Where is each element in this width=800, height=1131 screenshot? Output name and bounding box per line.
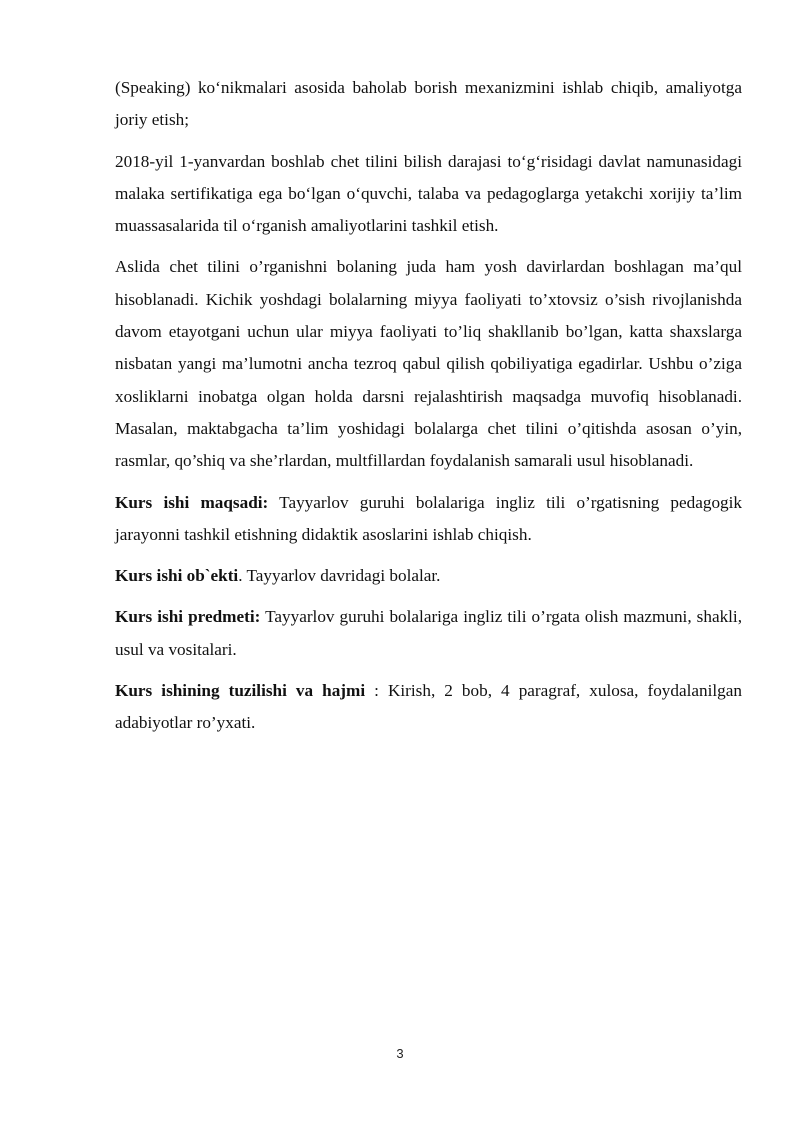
paragraph-course-subject (115, 601, 742, 666)
paragraph-course-object (115, 560, 742, 592)
paragraph-text: (Speaking) ko‘nikmalari asosida baholab borish mexanizmini ishlab chiqib, amaliyotga joriy etish; (115, 78, 742, 130)
page-number: 3 (396, 1046, 404, 1061)
paragraph-course-goal (115, 487, 742, 552)
paragraph-early-learning (115, 251, 742, 477)
course-object-heading: Kurs ishi ob`ekti (115, 566, 239, 586)
course-structure-heading: Kurs ishining tuzilishi va hajmi (115, 681, 366, 701)
course-object-text: . Tayyarlov davridagi bolalar. (238, 566, 441, 586)
document-body (115, 72, 742, 749)
course-goal-heading: Kurs ishi maqsadi: (115, 492, 269, 512)
course-subject-text: Tayyarlov guruhi bolalariga ingliz tili o’rgata olish mazmuni, shakli, usul va vositalari. (115, 607, 743, 659)
paragraph-certificate-practice (115, 146, 742, 243)
paragraph-speaking-skills (115, 72, 742, 137)
paragraph-text: Aslida chet tilini o’rganishni bolaning juda ham yosh davirlardan boshlagan ma’qul hisoblanadi. Kichik yoshdagi bolalarning miyya faoliyati to’xtovsiz o’sish rivojlanishda davom etayotgani uchun ular miyya faoliyati to’liq shakllanib bo’lgan, katta shaxslarga nisbatan yangi ma’lumotni ancha tezroq qabul qilish qobiliyatiga egadirlar. Ushbu o’ziga xosliklarni inobatga olgan holda darsni rejalashtirish maqsadga muvofiq hisoblanadi. Masalan, maktabgacha ta’lim yoshidagi bolalarga chet tilini o’qitishda asosan o’yin, rasmlar, qo’shiq va she’rlardan, multfillardan foydalanish samarali usul hisoblanadi. (115, 257, 742, 471)
course-subject-heading: Kurs ishi predmeti: (115, 607, 261, 627)
paragraph-course-structure (115, 675, 742, 740)
course-goal-text: Tayyarlov guruhi bolalariga ingliz tili o’rgatisning pedagogik jarayonni tashkil etishning didaktik asoslarini ishlab chiqish. (115, 492, 742, 544)
paragraph-text: 2018-yil 1-yanvardan boshlab chet tilini bilish darajasi to‘g‘risidagi davlat namunasidagi malaka sertifikatiga ega bo‘lgan o‘quvchi, talaba va pedagoglarga yetakchi xorijiy ta’lim muassasalarida til o‘rganish amaliyotlarini tashkil etish. (115, 151, 742, 236)
course-structure-text: : Kirish, 2 bob, 4 paragraf, xulosa, foydalanilgan adabiyotlar ro’yxati. (115, 681, 742, 733)
